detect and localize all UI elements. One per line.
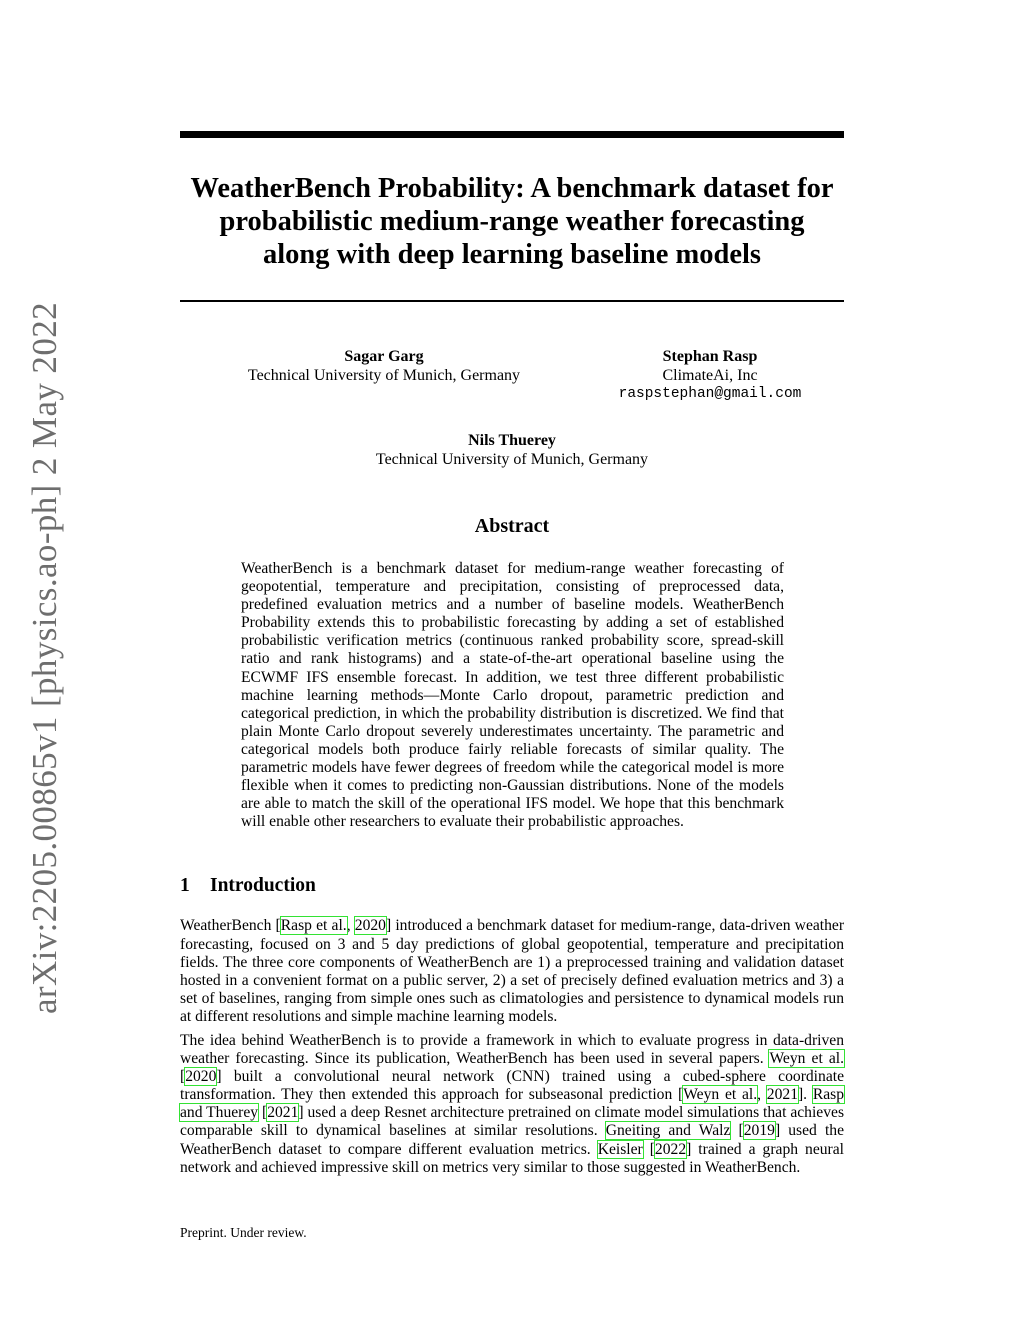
text-run: [ [258,1104,268,1122]
text-run: ] used the WeatherBench dataset to compare different evaluation metrics. [180,1122,845,1158]
section-number: 1 [180,875,190,897]
text-run: ]. [797,1086,813,1104]
intro-paragraph-2 [180,1032,844,1177]
preprint-footer: Preprint. Under review. [180,1225,307,1240]
author-nils-thuerey [330,431,694,469]
text-run: [ [180,1068,186,1086]
author-affiliation: Technical University of Munich, Germany [247,367,521,384]
title-line-1: WeatherBench Probability: A benchmark dataset for [190,173,834,204]
abstract-heading: Abstract [474,515,550,537]
arxiv-stamp [23,301,67,1015]
title-top-rule [180,131,844,138]
introduction-heading [180,875,844,897]
arxiv-stamp-text: arXiv:2205.00865v1 [physics.ao-ph] 2 May 2022 [25,301,64,1015]
author-affiliation: Technical University of Munich, Germany [375,451,649,468]
text-run: ] used a deep Resnet architecture pretrained on climate model simulations that achieves comparable skill to dynamical baselines at similar resolutions. [180,1104,845,1140]
abstract-text: WeatherBench is a benchmark dataset for medium-range weather forecasting of geopotential, temperature and precipitation, consisting of preprocessed data, predefined evaluation metrics and a number of baseline models. WeatherBench Probability extends this to probabilistic forecasting by adding a set of established probabilistic verification metrics (continuous ranked probability score, spread-skill ratio and rank histograms) and a state-of-the-art operational baseline using the ECWMF IFS ensemble forecast. In addition, we test three different probabilistic machine learning methods—Monte Carlo dropout, parametric prediction and categorical prediction, in which the probability distribution is discretized. We find that plain Monte Carlo dropout severely underestimates uncertainty. The parametric and categorical models both produce fairly reliable forecasts of similar quality. The parametric models have fewer degrees of freedom while the categorical model is more flexible when it comes to predicting non-Gaussian distributions. None of the models are able to match the skill of the operational IFS model. We hope that this benchmark will enable other researchers to evaluate their probabilistic approaches. [241,560,784,831]
text-run: [ [730,1122,744,1140]
citation-link[interactable]: Rasp et al. [280,917,347,935]
author-name: Sagar Garg [344,348,424,365]
text-run: ] introduced a benchmark dataset for medium-range, data-driven weather forecasting, focused on 3 and 5 day predictions of global geopotential, temperature and precipitation fields. The three core components of WeatherBench are 1) a preprocessed training and validation dataset hosted in a convenient format on a public server, 2) a set of precisely defined evaluation metrics and 3) a set of baselines, ranging from simple ones such as climatologies and persistence to dynamical models run at different resolutions and simple machine learning models. [180,917,845,1025]
citation-link[interactable]: Weyn et al. [769,1050,845,1068]
author-stephan-rasp [590,347,830,404]
title-line-2: probabilistic medium-range weather forecasting [219,206,805,237]
citation-link[interactable]: 2021 [267,1104,299,1122]
title-line-3: along with deep learning baseline models [263,239,761,270]
citation-link[interactable]: 2021 [766,1086,798,1104]
citation-link[interactable]: 2019 [743,1122,775,1140]
author-name: Nils Thuerey [468,432,556,449]
text-run: , [346,917,355,935]
text-run: [ [642,1140,655,1158]
author-email[interactable]: raspstephan@gmail.com [618,386,802,402]
text-run: The idea behind WeatherBench is to provide a framework in which to evaluate progress in data-driven weather forecasting. Since its publication, WeatherBench has been used in several papers. [180,1031,844,1068]
text-run: ] built a convolutional neural network (CNN) trained using a cubed-sphere coordinate transformation. They then extended this approach for subseasonal prediction [ [180,1068,844,1104]
intro-paragraph-1 [180,917,844,1026]
text-run: ] trained a graph neural network and achieved impressive skill on metrics very similar to those suggested in WeatherBench. [180,1140,845,1176]
paper-page [180,130,844,1177]
citation-link[interactable]: Rasp and Thuerey [180,1086,845,1122]
section-title: Introduction [210,875,316,897]
citation-link[interactable]: Gneiting and Walz [605,1122,731,1140]
citation-link[interactable]: 2020 [185,1068,217,1086]
citation-link[interactable]: Weyn et al. [683,1086,758,1104]
citation-link[interactable]: Keisler [597,1140,643,1158]
author-affiliation: ClimateAi, Inc [662,367,758,384]
author-block [180,302,844,492]
author-sagar-garg [244,347,524,385]
author-name: Stephan Rasp [662,348,758,365]
paper-title [180,172,844,271]
text-run: WeatherBench [ [180,917,281,935]
citation-link[interactable]: 2020 [354,917,386,935]
citation-link[interactable]: 2022 [654,1140,687,1158]
text-run: , [757,1086,767,1104]
